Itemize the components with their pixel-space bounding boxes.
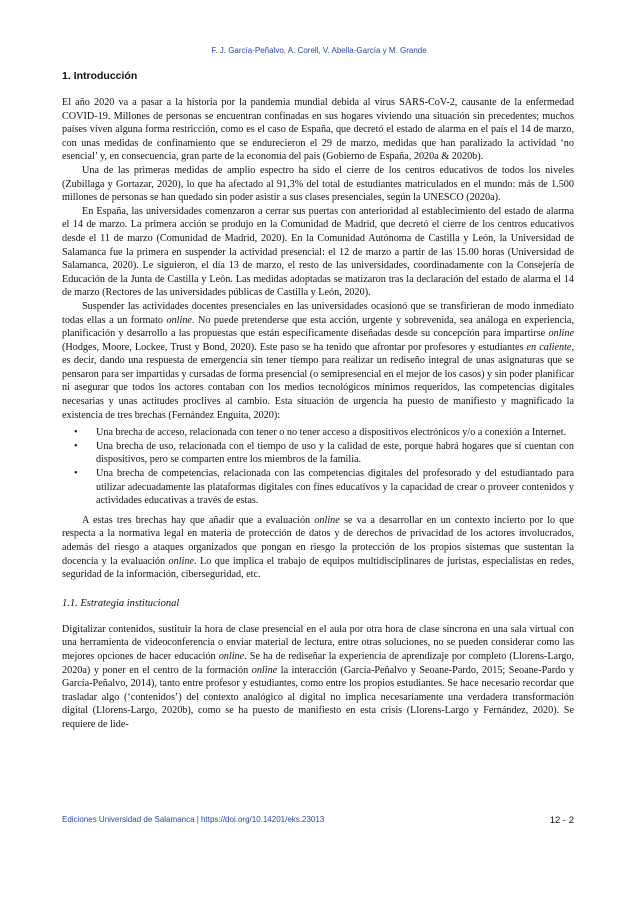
italic-term: online	[166, 314, 192, 326]
list-item-text: Una brecha de competencias, relacionada con las competencias digitales del profesorado y del estudiantado para utilizar adecuadamente las plataformas digitales con fines educativos y la capacidad de crear o proveer contenidos y actividades educativas a través de estas.	[96, 468, 574, 507]
italic-term: en caliente	[526, 341, 572, 353]
list-item	[74, 426, 574, 440]
bullet-icon: •	[74, 440, 78, 452]
list-item	[74, 467, 574, 508]
intro-paragraph	[62, 300, 574, 422]
text-run: Suspender las actividades docentes presenciales en las universidades ocasionó que se transfirieran de modo inmediato todas ellas a un formato	[62, 300, 574, 326]
intro-paragraph	[62, 205, 574, 300]
section-heading: 1. Introducción	[62, 70, 138, 82]
text-run: Una de las primeras medidas de amplio espectro ha sido el cierre de los centros educativos de todos los niveles (Zubillaga y Gortazar, 2020), lo que ha afectado al 91,3% del total de estudiantes matriculados en el mundo: más de 1.500 millones de personas se han quedado sin poder asistir a sus clases presenciales, según la UNESCO (2020a).	[62, 164, 574, 204]
list-item-text: Una brecha de acceso, relacionada con tener o no tener acceso a dispositivos electrónicos y/o a conexión a Internet.	[96, 427, 567, 439]
subsection-heading: 1.1. Estrategia institucional	[62, 597, 180, 609]
text-run: , es decir, dando una respuesta de emergencia sin tener tiempo para realizar un rediseño integral de unas asignaturas que se pensaron para ser impartidas y cursadas de forma presencial (o semipresencial en el mejor de los casos) y sin poder planificar ni asegurar que todos los actores contaban con los medios tecnológicos mínimos requeridos, las competencias digitales necesarias y unas actitudes proclives al cambio. Esta situación de urgencia ha puesto de manifiesto y magnificado la existencia de tres brechas (Fernández Enguita, 2020):	[62, 341, 575, 421]
italic-term: online	[548, 328, 574, 340]
text-run: El año 2020 va a pasar a la historia por la pandemia mundial debida al virus SARS-CoV-2, causante de la enfermedad COVID-19. Millones de personas se encuentran confinadas en sus hogares viviendo una situación sin precedentes; muchos países viven alguna forma restricción, como es el caso de España, que decretó el estado de alarma en el país el 14 de marzo, con unas medidas de confinamiento que se endurecieron el 29 de marzo, medidas que han paralizado la actividad ‘no esencial’ y, en consecuencia, gran parte de la economía del país (Gobierno de España, 2020a & 2020b).	[62, 97, 574, 163]
italic-term: online	[168, 555, 195, 567]
text-run: Digitalizar contenidos, sustituir la hora de clase presencial en el aula por otra hora de clase síncrona en una sala virtual con una herramienta de videoconferencia o enviar material de lectura, entre otras soluciones, no se pueden considerar como las mejores opciones de hacer educación	[62, 623, 574, 662]
text-run: En España, las universidades comenzaron a cerrar sus puertas con anterioridad al establecimiento del estado de alarma el 14 de marzo. La primera acción se produjo en la Comunidad de Madrid, que decretó el cierre de los centros educativos desde el 11 de marzo (Comunidad de Madrid, 2020). En la Comunidad Autónoma de Castilla y León, la Universidad de Salamanca fue la primera en suspender la actividad presencial: el 12 de marzo a partir de las 15.00 horas (Universidad de Salamanca, 2020). Le siguieron, el día 13 de marzo, el resto de las universidades, coordinadamente con la Consejería de Educación de la Junta de Castilla y León. Las medidas adoptadas se matizaron tras la declaración del estado de alarma el 14 de marzo (Rectores de las universidades públicas de Castilla y León, 2020).	[62, 205, 574, 299]
intro-paragraph	[62, 164, 574, 205]
closing-paragraph	[62, 514, 574, 582]
page-number: 12 - 2	[549, 815, 574, 826]
italic-term: online	[314, 514, 340, 526]
running-head: F. J. García-Peñalvo, A. Corell, V. Abella-García y M. Grande	[211, 46, 427, 55]
brechas-list	[62, 426, 574, 508]
list-item	[74, 440, 574, 467]
article-body	[62, 70, 574, 732]
bullet-icon: •	[74, 468, 78, 480]
list-item-text: Una brecha de uso, relacionada con el tiempo de uso y la calidad de este, porque habrá hogares que sí cuentan con dispositivos, pero se comparten entre los miembros de la familia.	[96, 440, 574, 466]
text-run: (Hodges, Moore, Lockee, Trust y Bond, 2020). Este paso se ha tenido que afrontar por profesores y estudiantes	[62, 341, 527, 353]
italic-term: online	[251, 664, 278, 676]
subsection-paragraph	[62, 623, 574, 732]
text-run: se va a desarrollar en un contexto incierto por lo que respecta a la normativa legal en materia de protección de datos y de derechos de privacidad de los actores involucrados, además del riesgo a ataques organizados que pongan en riesgo la protección de los propios sistemas que sustentan la docencia y la evaluación	[62, 514, 574, 567]
bullet-icon: •	[74, 427, 78, 439]
intro-paragraph	[62, 96, 574, 164]
text-run: . Se ha de rediseñar la experiencia de aprendizaje por completo (Llorens-Largo, 2020a) y poner en el centro de la formación	[62, 650, 575, 676]
text-run: A estas tres brechas hay que añadir que a evaluación	[82, 514, 315, 526]
text-run: . Lo que implica el trabajo de equipos multidisciplinares de juristas, especialistas en redes, seguridad de la información, ciberseguridad, etc.	[62, 555, 574, 581]
italic-term: online	[218, 650, 245, 662]
text-run: . No puede pretenderse que esta acción, urgente y sobrevenida, sea análoga en experiencia, planificación y desarrollo a las propuestas que están específicamente diseñadas desde su concepción para impartirse	[62, 314, 574, 340]
text-run: la interacción (García-Peñalvo y Seoane-Pardo, 2015; Seoane-Pardo y García-Peñalvo, 2014), tanto entre profesor y estudiantes, como entre los propios estudiantes. Se hace necesario recordar que trasladar algo (‘contenidos’) del contexto analógico al digital no implica necesariamente una verdadera transformación digital (Llorens-Largo, 2020b), como se ha puesto de manifiesto en esta crisis (Llorens-Largo y Fernández, 2020). Se requiere de lide-	[62, 664, 575, 730]
footer-publisher-doi: Ediciones Universidad de Salamanca | https://doi.org/10.14201/eks.23013	[62, 815, 325, 824]
